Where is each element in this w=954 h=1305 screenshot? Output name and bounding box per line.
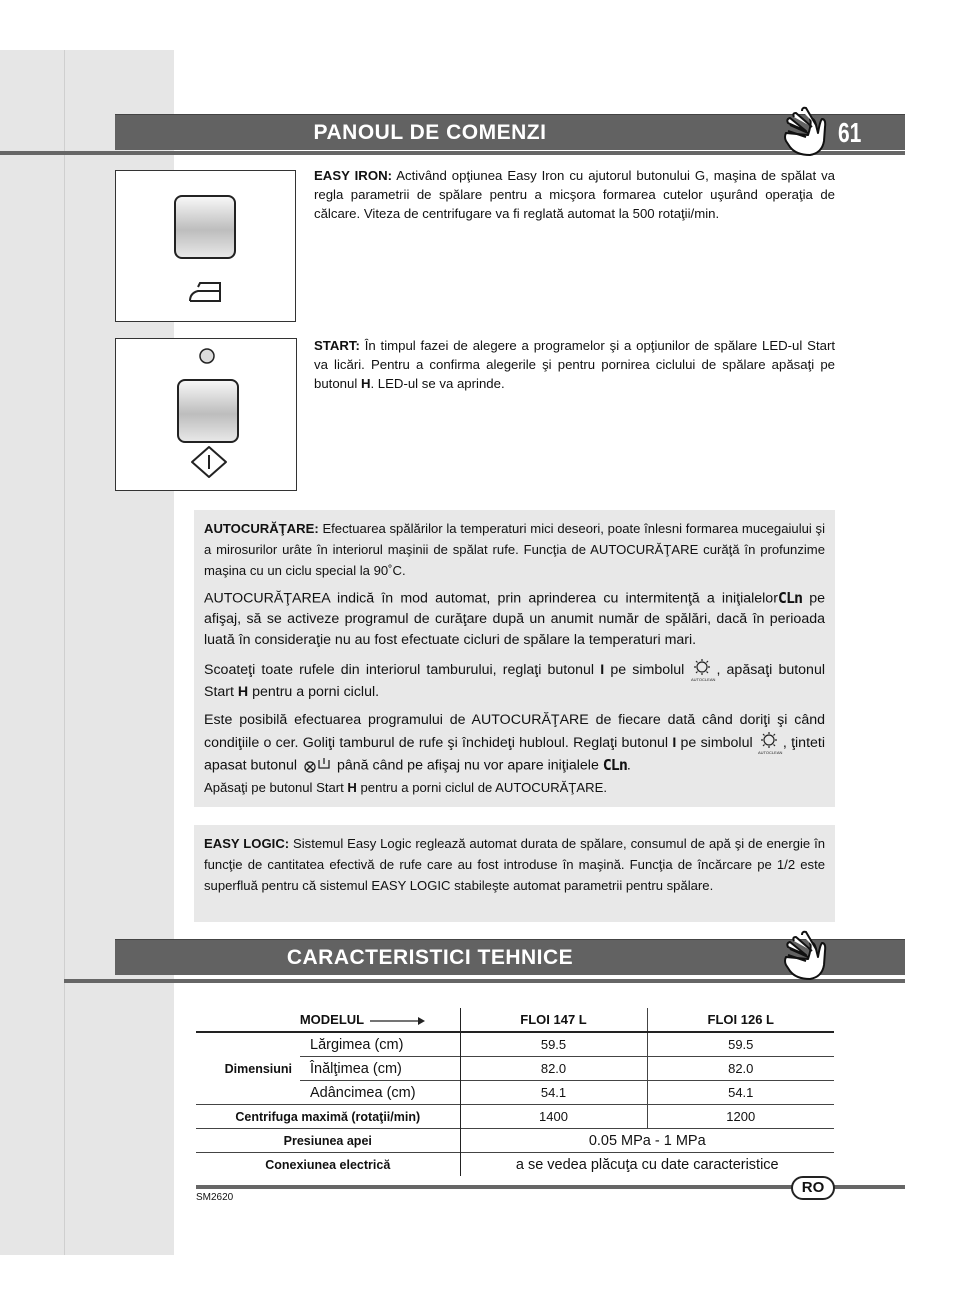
language-badge: RO	[791, 1176, 835, 1200]
height-value-2: 82.0	[728, 1061, 754, 1076]
pressure-value: 0.05 MPa - 1 MPa	[588, 1132, 706, 1149]
margin-divider	[64, 50, 65, 1255]
easy-iron-description: Activând opţiunea Easy Iron cu ajutorul butonului G, maşina de spălat va regla parametrii de spălare pentru a micşora formarea cutelor uşurând operaţia de călcare. Viteza de centrifugare va fi reglată automat la 500 rotaţii/min.	[314, 168, 835, 221]
start-h-ref: H	[237, 684, 249, 701]
autocuratare-box	[194, 510, 835, 807]
electric-value: a se vedea plăcuţa cu date caracteristice	[515, 1156, 779, 1173]
table-row	[196, 1032, 834, 1057]
start-button-panel	[115, 338, 297, 491]
section2-rule	[64, 979, 905, 983]
start-pause-icon	[190, 445, 228, 479]
stain-button-icon	[301, 756, 333, 776]
section-rule	[0, 151, 905, 155]
start-description: În timpul fazei de alegere a programelor şi a opţiunilor de spălare LED-ul Start va licări. Pentru a confirma alegerile şi pentru pornirea ciclului de spălare apăsaţi pe butonul	[314, 338, 835, 391]
electric-label: Conexiunea electrică	[196, 1153, 460, 1177]
autocuratare-p5-text2: pentru a porni ciclul de AUTOCURĂŢARE.	[356, 779, 607, 795]
autoclean-symbol-icon-2	[757, 731, 783, 755]
autocuratare-p2-text: AUTOCURĂŢAREA indică în mod automat, prin aprinderea cu intermitenţă a iniţialelor	[204, 590, 778, 607]
easy-logic-label: EASY LOGIC:	[204, 836, 290, 851]
cln-display-icon-2: CLn	[602, 756, 627, 775]
width-value-2: 59.5	[728, 1037, 754, 1052]
start-led-icon	[198, 347, 216, 365]
width-label: Lărgimea (cm)	[300, 1032, 460, 1057]
model-label: MODELUL	[299, 1012, 364, 1027]
easy-iron-label: EASY IRON:	[314, 168, 392, 183]
autocuratare-p3-text3: , apăsaţi butonul Start	[204, 662, 825, 701]
autocuratare-p4-text: Este posibilă efectuarea programului de AUTOCURĂŢARE de fiecare dată când doriţi şi când condiţiile o cer. Goliţi tamburul de rufe şi închideţi hubloul. Reglaţi butonul	[204, 712, 825, 751]
easy-iron-text	[314, 166, 835, 223]
knob-i-ref-2: I	[672, 735, 677, 751]
cln-display-icon: CLn	[777, 589, 803, 607]
start-text	[314, 336, 835, 393]
model-header-cell	[196, 1008, 460, 1032]
easy-iron-button-panel	[115, 170, 296, 322]
autocuratare-p1: Efectuarea spălărilor la temperaturi mici deseori, poate înlesni formarea mucegaiului şi a mirosurilor urâte în interiorul maşinii de spălat rufe. Funcţia de AUTOCURĂŢARE curăţă în profunzime maşina cu un ciclu special la 90˚C.	[204, 521, 825, 578]
dimensions-label: Dimensiuni	[224, 1061, 292, 1076]
autocuratare-p5	[204, 780, 607, 795]
autocuratare-label: AUTOCURĂŢARE:	[204, 521, 319, 536]
pressure-label: Presiunea apei	[196, 1129, 460, 1153]
autocuratare-intro	[204, 518, 825, 581]
table-header-row	[196, 1008, 834, 1032]
start-description-end: . LED-ul se va aprinde.	[370, 376, 505, 391]
height-label: Înălţimea (cm)	[300, 1057, 460, 1081]
autocuratare-p3	[204, 658, 825, 703]
doc-code: SM2620	[196, 1192, 234, 1203]
autoclean-symbol-caption-2: AUTOCLEAN	[757, 750, 783, 756]
autocuratare-p5-text: Apăsaţi pe butonul Start	[204, 779, 348, 795]
autocuratare-p3-text4: pentru a porni ciclul.	[248, 684, 380, 701]
depth-value-2: 54.1	[728, 1085, 754, 1100]
autocuratare-p2	[204, 588, 825, 651]
table-row	[196, 1129, 834, 1153]
knob-i-ref: I	[600, 662, 605, 678]
autocuratare-p4-text3: , ţinteti apasat butonul	[204, 735, 826, 774]
easy-logic-description: Sistemul Easy Logic reglează automat durata de spălare, consumul de apă şi de energie în funcţie de cantitatea efectivă de rufe care au fost introduse în maşină. Funcţia de încărcare pe 1/2 este superfluă pentru că sistemul EASY LOGIC stabileşte automat parametrii pentru spălare.	[204, 836, 825, 893]
arrow-right-icon	[368, 1016, 426, 1026]
start-button[interactable]	[177, 379, 239, 443]
autocuratare-p3-text2: pe simbolul	[604, 662, 691, 678]
hand-icon-2	[782, 927, 838, 983]
table-row	[196, 1105, 834, 1129]
start-key-h: H	[360, 376, 371, 391]
autocuratare-p4	[204, 710, 825, 798]
autocuratare-p3-text: Scoateţi toate rufele din interiorul tamburului, reglaţi butonul	[204, 662, 601, 678]
depth-value-1: 54.1	[460, 1081, 647, 1105]
easy-logic-text	[204, 833, 825, 896]
spin-value-2: 1200	[726, 1109, 756, 1124]
autocuratare-p4-text4: până când pe afişaj nu vor apare iniţialele	[333, 757, 603, 774]
start-label: START:	[314, 338, 360, 353]
autoclean-symbol-icon	[690, 658, 716, 682]
spin-label: Centrifuga maximă (rotaţii/min)	[196, 1105, 460, 1129]
page-number: 61	[838, 117, 862, 148]
easy-logic-box	[194, 825, 835, 922]
specs-table	[196, 1008, 834, 1176]
autocuratare-p2-text-end: pe afişaj, să se activeze programul de curăţare după un anumit număr de spălări, dacă în perioada luată în consideraţie nu au fost efectuate cicluri de spălare la temperaturi mari.	[204, 590, 825, 649]
model-1-header: FLOI 147 L	[460, 1008, 647, 1032]
section-title: PANOUL DE COMENZI	[313, 121, 547, 144]
table-row	[196, 1153, 834, 1177]
section2-title: CARACTERISTICI TEHNICE	[286, 946, 574, 969]
width-value-1: 59.5	[460, 1032, 647, 1057]
autocuratare-p4-end: .	[626, 757, 631, 774]
autocuratare-p4-text2: pe simbolul	[676, 735, 757, 751]
start-h-ref-2: H	[347, 779, 357, 795]
depth-label: Adâncimea (cm)	[300, 1081, 460, 1105]
hand-icon	[782, 103, 838, 159]
iron-icon	[186, 279, 226, 305]
autoclean-symbol-caption: AUTOCLEAN	[691, 677, 716, 683]
model-2-header: FLOI 126 L	[707, 1012, 774, 1027]
spin-value-1: 1400	[460, 1105, 647, 1129]
height-value-1: 82.0	[460, 1057, 647, 1081]
easy-iron-button[interactable]	[174, 195, 236, 259]
